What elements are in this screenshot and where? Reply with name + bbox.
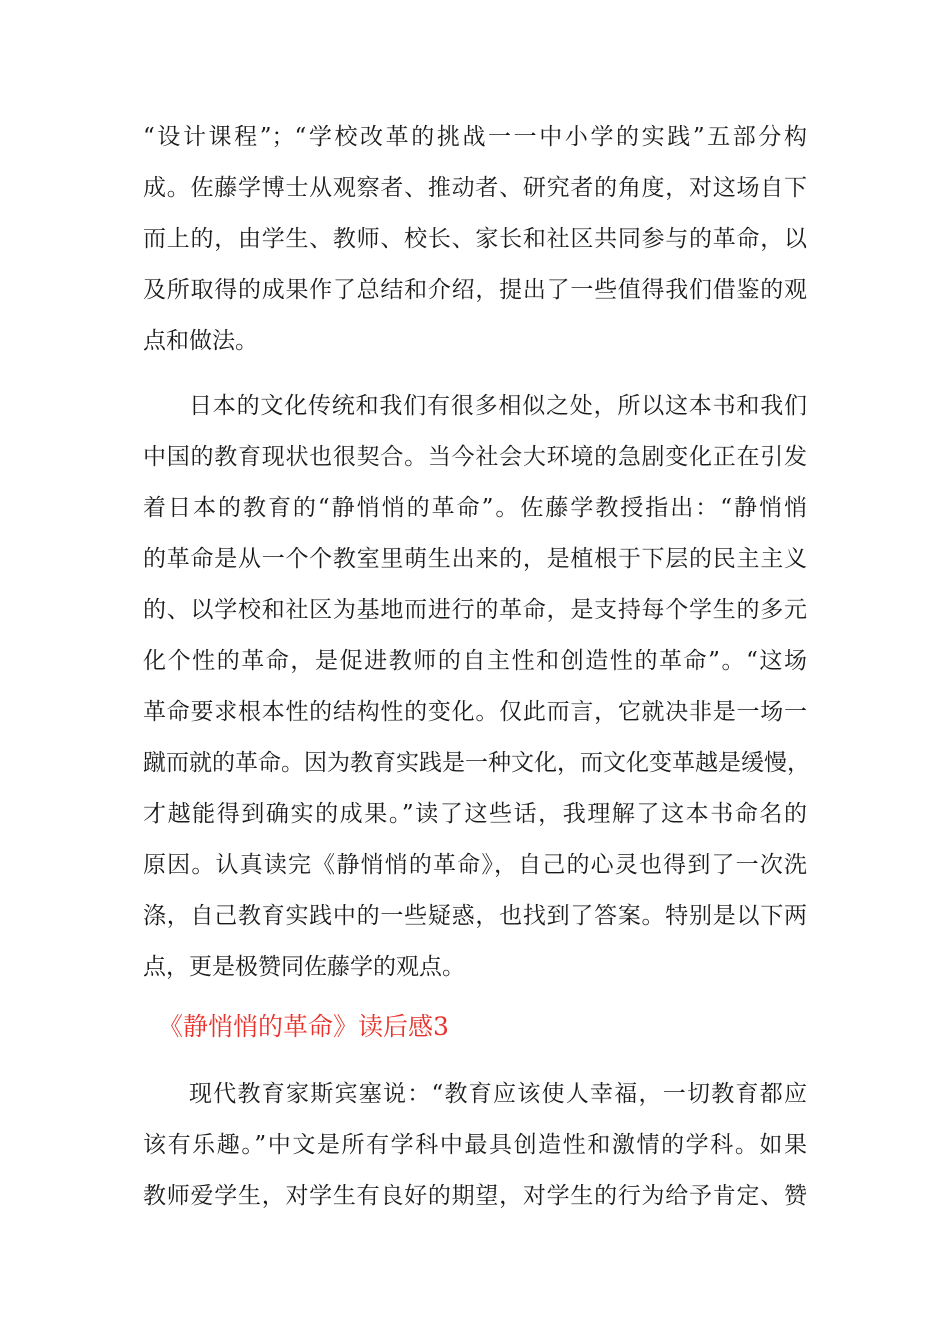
paragraph-line: “设计课程”；“学校改革的挑战一一中小学的实践”五部分构	[143, 124, 807, 150]
paragraph-line: 而上的，由学生、教师、校长、家长和社区共同参与的革命，以	[143, 226, 807, 252]
paragraph-line: 着日本的教育的“静悄悄的革命”。佐藤学教授指出：“静悄悄	[143, 495, 807, 521]
paragraph-line: 蹴而就的革命。因为教育实践是一种文化，而文化变革越是缓慢，	[143, 750, 810, 776]
paragraph-1	[143, 112, 807, 367]
paragraph-line: 才越能得到确实的成果。”读了这些话，我理解了这本书命名的	[143, 801, 807, 827]
paragraph-line: 日本的文化传统和我们有很多相似之处，所以这本书和我们	[189, 393, 807, 419]
paragraph-line: 中国的教育现状也很契合。当今社会大环境的急剧变化正在引发	[143, 444, 807, 470]
paragraph-line: 原因。认真读完《静悄悄的革命》，自己的心灵也得到了一次洗	[143, 852, 807, 878]
paragraph-line: 及所取得的成果作了总结和介绍，提出了一些值得我们借鉴的观	[143, 277, 807, 303]
paragraph-line: 涤，自己教育实践中的一些疑惑，也找到了答案。特别是以下两	[143, 903, 807, 929]
paragraph-line: 的革命是从一个个教室里萌生出来的，是植根于下层的民主主义	[143, 546, 807, 572]
paragraph-line: 点，更是极赞同佐藤学的观点。	[143, 954, 465, 980]
paragraph-line: 的、以学校和社区为基地而进行的革命，是支持每个学生的多元	[143, 597, 807, 623]
paragraph-line: 该有乐趣。”中文是所有学科中最具创造性和激情的学科。如果	[143, 1132, 807, 1158]
section-heading: 《静悄悄的革命》读后感3	[158, 1012, 449, 1041]
paragraph-line: 现代教育家斯宾塞说：“教育应该使人幸福，一切教育都应	[189, 1081, 807, 1107]
paragraph-line: 成。佐藤学博士从观察者、推动者、研究者的角度，对这场自下	[143, 175, 807, 201]
paragraph-2	[143, 381, 810, 993]
paragraph-3	[143, 1069, 807, 1222]
paragraph-line: 教师爱学生，对学生有良好的期望，对学生的行为给予肯定、赞	[143, 1183, 807, 1209]
paragraph-line: 化个性的革命，是促进教师的自主性和创造性的革命”。“这场	[143, 648, 807, 674]
paragraph-line: 革命要求根本性的结构性的变化。仅此而言，它就决非是一场一	[143, 699, 807, 725]
paragraph-line: 点和做法。	[143, 328, 258, 354]
